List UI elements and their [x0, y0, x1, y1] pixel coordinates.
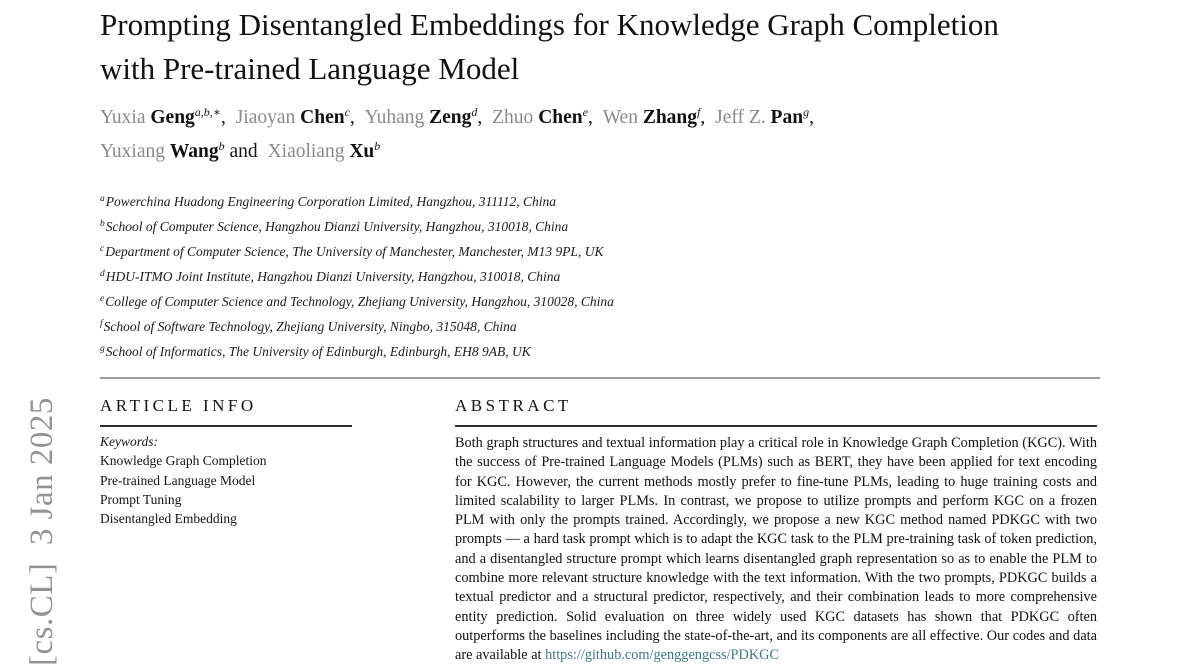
author-given: Yuxia: [100, 107, 146, 128]
keyword-item: Pre-trained Language Model: [100, 472, 256, 488]
author-family: Zhang: [642, 107, 698, 128]
author-given: Yuhang: [364, 107, 425, 128]
abstract-section: [455, 397, 1097, 666]
article-info-rule: [100, 425, 352, 427]
author-family: Xu: [349, 141, 375, 162]
author-list: [100, 98, 1100, 166]
affiliation-superscript: f: [100, 319, 103, 329]
author: [268, 141, 381, 162]
author-separator: ,: [220, 107, 231, 128]
affiliation-item: [100, 338, 1100, 363]
author-superscript: d: [471, 105, 478, 119]
author: [715, 107, 819, 128]
affiliation-superscript: g: [100, 344, 105, 354]
author-superscript: b: [218, 139, 225, 153]
affiliation-superscript: d: [100, 269, 105, 279]
keywords-label: Keywords:: [100, 434, 158, 449]
author-separator: ,: [477, 107, 488, 128]
abstract-paragraph: [455, 434, 1097, 666]
paper-title: Prompting Disentangled Embeddings for Knowledge Graph Completion with Pre-trained Language Model: [100, 7, 999, 86]
author-superscript: a,b,∗: [194, 105, 221, 119]
affiliation-text: Department of Computer Science, The University of Manchester, Manchester, M13 9PL, UK: [105, 244, 604, 259]
author-separator: ,: [809, 107, 814, 128]
author-given: Zhuo: [492, 107, 534, 128]
author-superscript: c: [344, 105, 350, 119]
affiliation-text: HDU-ITMO Joint Institute, Hangzhou Dianzi University, Hangzhou, 310018, China: [105, 269, 561, 284]
author-line-2: [100, 132, 1100, 166]
author-given: Wen: [602, 107, 638, 128]
keyword-item: Disentangled Embedding: [100, 511, 237, 527]
author-given: Jiaoyan: [235, 107, 296, 128]
affiliation-item: [100, 213, 1100, 238]
affiliation-item: [100, 188, 1100, 213]
author: [365, 107, 492, 128]
author-given: Xiaoliang: [267, 141, 345, 162]
author-family: Geng: [150, 107, 195, 128]
author: [492, 107, 603, 128]
author-family: Zeng: [429, 107, 472, 128]
affiliation-item: [100, 288, 1100, 313]
abstract-body-text: Both graph structures and textual information play a critical role in Knowledge Graph Completion (KGC). With the success of Pre-trained Language Models (PLMs) such as BERT, they have been applied for text encoding for KGC. However, the current methods mostly prefer to fine-tune PLMs, leading to huge training costs and limited scalability to larger PLMs. In contrast, we propose to utilize prompts and perform KGC on a frozen PLM with only the prompts trained. Accordingly, we propose a new KGC method named PDKGC with two prompts — a hard task prompt which is to adapt the KGC task to the PLM pre-training task of token prediction, and a disentangled structure prompt which learns disentangled graph representation so as to enable the PLM to combine more relevant structure knowledge with the text information. With the two prompts, PDKGC builds a textual predictor and a structural predictor, respectively, and their combination leads to more comprehensive entity prediction. Solid evaluation on three widely used KGC datasets has shown that PDKGC often outperforms the baselines including the state-of-the-art, and its components are all effective. Our codes and data are available at: [455, 435, 1097, 664]
author: [603, 107, 715, 128]
affiliation-text: School of Software Technology, Zhejiang University, Ningbo, 315048, China: [103, 319, 517, 334]
author: [236, 107, 365, 128]
article-info-section: [100, 397, 352, 666]
affiliation-superscript: a: [100, 194, 105, 204]
author-superscript: g: [803, 105, 810, 119]
top-divider: [100, 377, 1100, 379]
author-family: Chen: [300, 107, 345, 128]
author-separator: and: [224, 141, 263, 162]
paper-page: [100, 0, 1100, 666]
author-given: Jeff Z.: [715, 107, 766, 128]
keyword-item: Knowledge Graph Completion: [100, 453, 267, 469]
affiliation-text: School of Informatics, The University of Edinburgh, Edinburgh, EH8 9AB, UK: [105, 344, 531, 359]
affiliation-text: School of Computer Science, Hangzhou Dianzi University, Hangzhou, 310018, China: [105, 219, 569, 234]
author-given: Yuxiang: [100, 141, 165, 162]
affiliation-superscript: e: [100, 294, 105, 304]
affiliation-superscript: b: [100, 219, 105, 229]
affiliation-text: Powerchina Huadong Engineering Corporation Limited, Hangzhou, 311112, China: [105, 194, 556, 209]
arxiv-stamp: [cs.CL] 3 Jan 2025: [24, 397, 60, 666]
author-separator: ,: [587, 107, 598, 128]
two-column-area: [100, 397, 1100, 666]
author-family: Wang: [169, 141, 219, 162]
code-repository-link[interactable]: https://github.com/genggengcss/PDKGC: [545, 647, 780, 664]
author-family: Chen: [538, 107, 583, 128]
author-superscript: f: [697, 105, 701, 119]
affiliation-text: College of Computer Science and Technology, Zhejiang University, Hangzhou, 310028, China: [105, 294, 614, 309]
affiliation-item: [100, 263, 1100, 288]
author: [100, 141, 268, 162]
affiliation-item: [100, 238, 1100, 263]
author-superscript: b: [374, 139, 381, 153]
author-separator: ,: [349, 107, 360, 128]
abstract-rule: [455, 425, 1097, 427]
affiliation-item: [100, 313, 1100, 338]
affiliation-list: [100, 188, 1100, 363]
author-line-1: [100, 98, 1100, 132]
abstract-heading: ABSTRACT: [455, 396, 572, 415]
author: [100, 107, 236, 128]
affiliation-superscript: c: [100, 244, 105, 254]
article-info-heading: ARTICLE INFO: [100, 396, 257, 415]
keyword-item: Prompt Tuning: [100, 491, 182, 507]
author-separator: ,: [700, 107, 711, 128]
author-superscript: e: [582, 105, 588, 119]
author-family: Pan: [770, 107, 804, 128]
